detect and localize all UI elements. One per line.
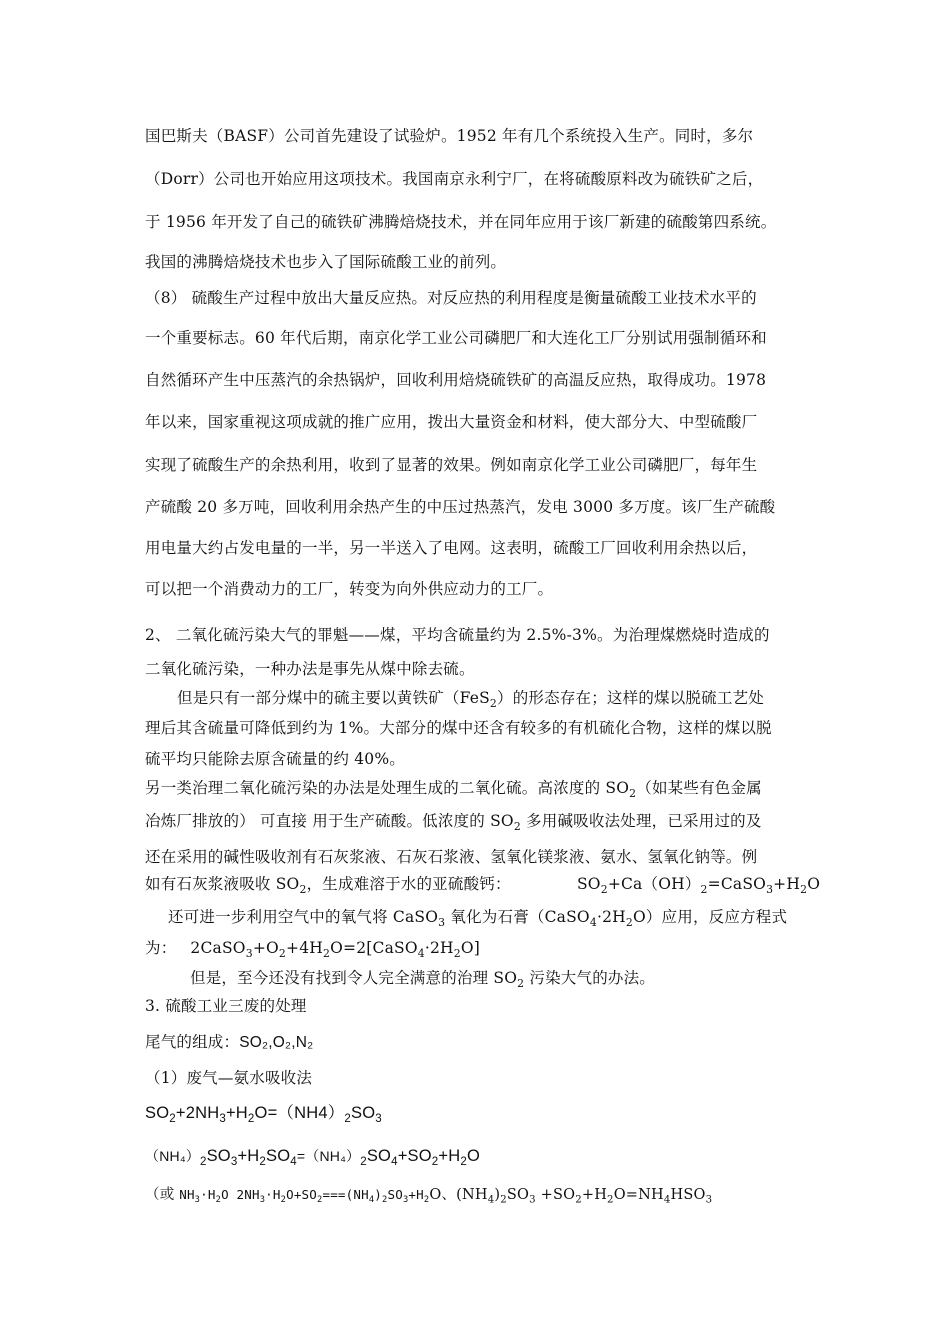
text-line: 国巴斯夫（BASF）公司首先建设了试验炉。1952 年有几个系统投入生产。同时，多尔 (145, 127, 754, 145)
section-heading: 3. 硫酸工业三废的处理 (145, 997, 307, 1015)
text-line: （Dorr）公司也开始应用这项技术。我国南京永利宁厂，在将硫酸原料改为硫铁矿之后， (145, 170, 764, 188)
text-line: 冶炼厂排放的） 可直接 用于生产硫酸。低浓度的 $SO_2$ 多用碱吸收法处理，已采用过的及 (145, 812, 762, 833)
text-line: 实现了硫酸生产的余热利用，收到了显著的效果。例如南京化学工业公司磷肥厂，每年生 (145, 456, 758, 474)
equation: $SO_2+2NH_3+H_2O=(NH4)_2SO_3$ (145, 1104, 382, 1126)
text-line: 2、 二氧化硫污染大气的罪魁——煤，平均含硫量约为 2.5%-3%。为治理煤燃烧时造成的 (145, 626, 770, 644)
text-line: 二氧化硫污染，一种办法是事先从煤中除去硫。 (145, 660, 475, 678)
text-line: 如有石灰浆液吸收 $SO_2$，生成难溶于水的亚硫酸钙： $SO_2+Ca(OH)_2=CaSO_3+H_2O$ (145, 875, 821, 896)
text-line: 另一类治理二氧化硫污染的办法是处理生成的二氧化硫。高浓度的 $SO_2$（如某些有色金属 (145, 779, 762, 800)
equation: $SO_2+Ca(OH)_2=CaSO_3+H_2O$ (576, 875, 821, 896)
text-line: 可以把一个消费动力的工厂，转变为向外供应动力的工厂。 (145, 580, 554, 598)
text-line: 我国的沸腾焙烧技术也步入了国际硫酸工业的前列。 (145, 253, 507, 271)
text-line: 还可进一步利用空气中的氧气将 CaSO$_3$ 氧化为石膏$(CaSO_4\cdot 2H_2O)$应用，反应方程式 (168, 908, 788, 929)
text-line: 于 1956 年开发了自己的硫铁矿沸腾焙烧技术，并在同年应用于该厂新建的硫酸第四系统。 (145, 213, 777, 231)
text-line: 尾气的组成：SO₂,O₂,N₂ (145, 1033, 314, 1051)
text-line: （8） 硫酸生产过程中放出大量反应热。对反应热的利用程度是衡量硫酸工业技术水平的 (145, 289, 757, 307)
text-line: 但是只有一部分煤中的硫主要以黄铁矿（FeS$_2$）的形态存在；这样的煤以脱硫工艺处 (177, 689, 764, 710)
text-line: 用电量大约占发电量的一半，另一半送入了电网。这表明，硫酸工厂回收利用余热以后， (145, 539, 758, 557)
text-line: （1）废气—氨水吸收法 (145, 1069, 313, 1087)
equation: $2CaSO_3+O_2+4H_2O=2[CaSO_4\cdot 2H_2O]$ (190, 939, 481, 960)
text-line: 产硫酸 20 多万吨，回收利用余热产生的中压过热蒸汽，发电 3000 多万度。该厂生产硫酸 (145, 498, 776, 516)
text-line: 还在采用的碱性吸收剂有石灰浆液、石灰石浆液、氢氧化镁浆液、氨水、氢氧化钠等。例 (145, 848, 758, 866)
text-line: 但是，至今还没有找到令人完全满意的治理 $SO_2$ 污染大气的办法。 (190, 969, 655, 990)
text-line: 年以来，国家重视这项成就的推广应用，拨出大量资金和材料，使大部分大、中型硫酸厂 (145, 413, 758, 431)
text-line: 硫平均只能除去原含硫量的约 40%。 (145, 750, 405, 768)
text-line: 自然循环产生中压蒸汽的余热锅炉，回收利用焙烧硫铁矿的高温反应热，取得成功。1978 (145, 371, 767, 389)
equation: （或 $NH_3\cdot H_2O$ $2NH_3\cdot H_2O+SO_2===(NH_4)_2SO_3+H_2O$、$(NH_4)_2SO_3 +SO_2+H_2O=NH_4HSO_3$ (145, 1187, 713, 1206)
text-line: 理后其含硫量可降低到约为 1%。大部分的煤中还含有较多的有机硫化合物，这样的煤以脱 (145, 719, 772, 737)
text-line: 为： $2CaSO_3+O_2+4H_2O=2[CaSO_4\cdot 2H_2O]$ (145, 939, 481, 960)
text-line: 一个重要标志。60 年代后期，南京化学工业公司磷肥厂和大连化工厂分别试用强制循环和 (145, 329, 767, 347)
equation: $(NH_4)_2SO_3+H_2SO_4=(NH_4)_2SO_4+SO_2+H_2O$ (145, 1147, 481, 1169)
